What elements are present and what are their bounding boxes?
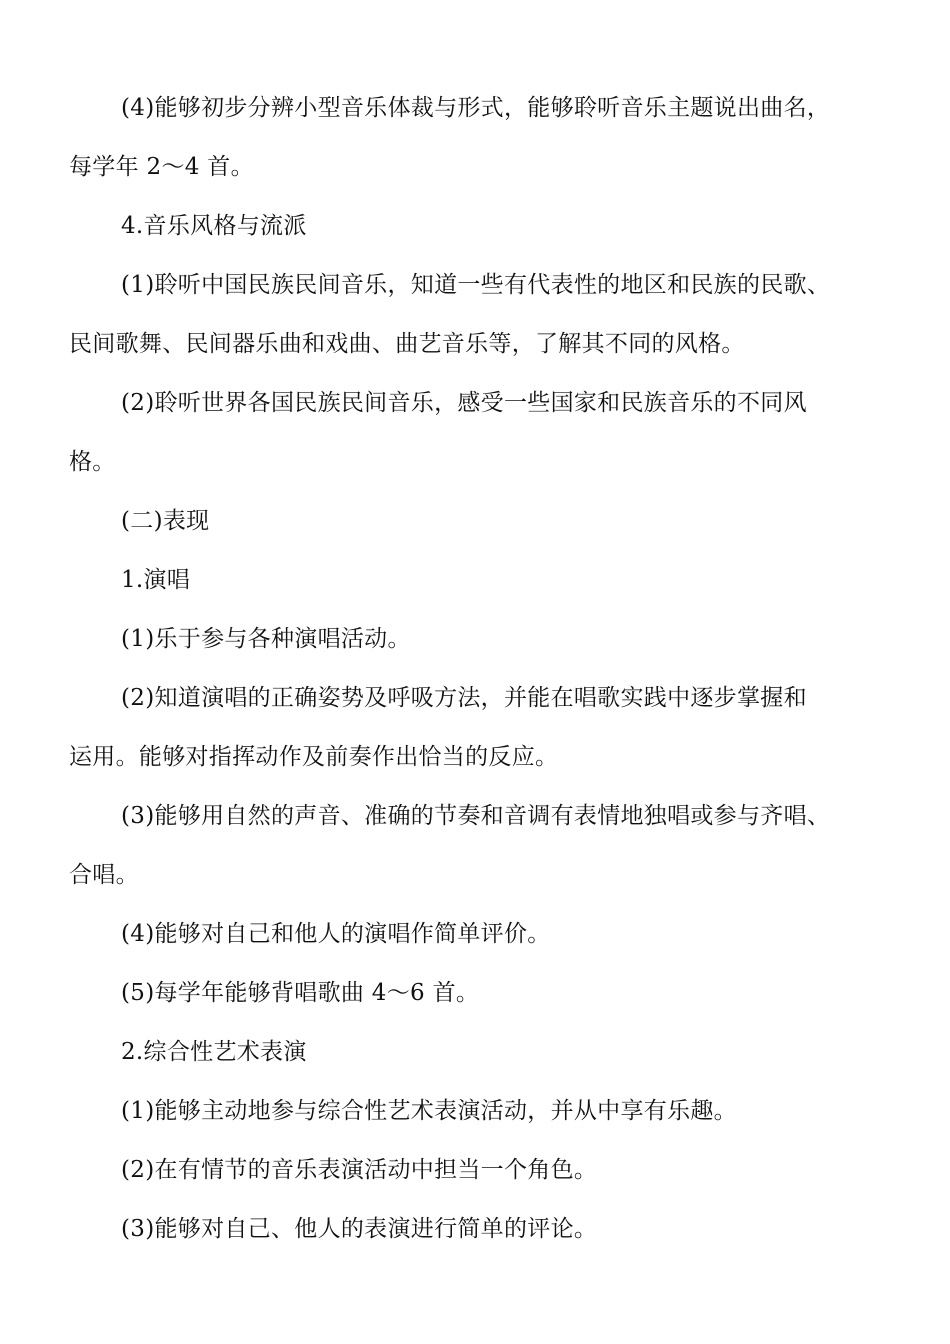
section-heading: 1.演唱 bbox=[121, 567, 191, 593]
paragraph-line: (3)能够用自然的声音、准确的节奏和音调有表情地独唱或参与齐唱、 bbox=[121, 803, 831, 829]
paragraph-line: (5)每学年能够背唱歌曲 4～6 首。 bbox=[121, 980, 480, 1006]
paragraph-line: 每学年 2～4 首。 bbox=[69, 154, 254, 180]
paragraph-line: 民间歌舞、民间器乐曲和戏曲、曲艺音乐等，了解其不同的风格。 bbox=[69, 331, 745, 357]
section-heading: (二)表现 bbox=[121, 508, 210, 534]
section-heading: 4.音乐风格与流派 bbox=[121, 213, 307, 239]
paragraph-line: 格。 bbox=[69, 449, 116, 475]
paragraph-line: (2)聆听世界各国民族民间音乐，感受一些国家和民族音乐的不同风 bbox=[121, 390, 807, 416]
paragraph-line: (1)乐于参与各种演唱活动。 bbox=[121, 626, 411, 652]
paragraph-line: 运用。能够对指挥动作及前奏作出恰当的反应。 bbox=[69, 744, 559, 770]
paragraph-line: (2)在有情节的音乐表演活动中担当一个角色。 bbox=[121, 1157, 598, 1183]
paragraph-line: (3)能够对自己、他人的表演进行简单的评论。 bbox=[121, 1216, 598, 1242]
paragraph-line: (2)知道演唱的正确姿势及呼吸方法，并能在唱歌实践中逐步掌握和 bbox=[121, 685, 807, 711]
paragraph-line: (4)能够对自己和他人的演唱作简单评价。 bbox=[121, 921, 551, 947]
paragraph-line: (1)能够主动地参与综合性艺术表演活动，并从中享有乐趣。 bbox=[121, 1098, 737, 1124]
paragraph-line: (4)能够初步分辨小型音乐体裁与形式，能够聆听音乐主题说出曲名， bbox=[121, 95, 831, 121]
section-heading: 2.综合性艺术表演 bbox=[121, 1039, 307, 1065]
paragraph-line: 合唱。 bbox=[69, 862, 139, 888]
paragraph-line: (1)聆听中国民族民间音乐，知道一些有代表性的地区和民族的民歌、 bbox=[121, 272, 831, 298]
